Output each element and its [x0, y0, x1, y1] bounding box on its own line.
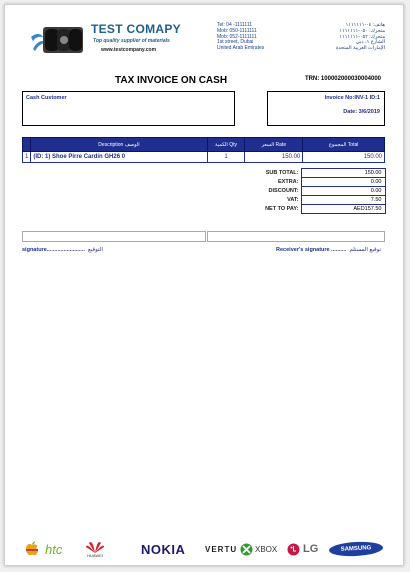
lg-logo-icon: [287, 538, 318, 560]
total-row: [253, 205, 385, 214]
signature-label-arabic: التوقيع: [87, 247, 103, 253]
contact-line: Mob: 052-1111111: [217, 33, 257, 40]
discount-value: 0.00: [301, 187, 385, 196]
header-qty: الكمية Qty: [207, 138, 245, 152]
contact-arabic: [336, 23, 385, 52]
invoice-header: [5, 19, 405, 63]
lg-logo-text: LG: [303, 543, 319, 555]
row-qty: 1: [207, 152, 245, 163]
contact-line: 1st street, Dubai: [217, 39, 254, 46]
samsung-logo-text: SAMSUNG: [329, 541, 384, 558]
invoice-date: Date: 3/6/2019: [343, 109, 380, 115]
total-row: [253, 196, 385, 205]
net-to-pay-value: AED157.50: [301, 205, 385, 214]
total-row: [253, 187, 385, 196]
samsung-logo-icon: [329, 538, 383, 560]
brand-logos-strip: [21, 538, 393, 560]
contact-line: متحرك: ٠٥٠-١١١١١١١: [339, 27, 385, 34]
company-tagline: Top quality supplier of materials: [93, 38, 170, 44]
signature-box-right: [207, 231, 385, 242]
nokia-logo-icon: NOKIA: [141, 541, 186, 557]
row-no: 1: [23, 152, 31, 163]
huawei-logo-icon: [85, 538, 105, 560]
table-row: [23, 152, 385, 163]
receiver-signature-line: [276, 247, 381, 253]
company-name: TEST COMAPY: [91, 22, 181, 36]
table-header-row: [23, 138, 385, 152]
contact-line: متحرك: ٠٥٢-١١١١١١١: [339, 33, 385, 40]
xbox-logo-text: XBOX: [255, 544, 278, 554]
receiver-signature-label: Receiver's signature ..........: [276, 247, 347, 253]
row-description: (ID: 1) Shoe Pirre Cardin GH26 0: [31, 152, 207, 163]
net-to-pay-label: NET TO PAY:: [265, 206, 299, 212]
contact-english: [217, 23, 264, 52]
contact-line: United Arab Emirates: [217, 45, 265, 52]
vat-value: 7.50: [301, 196, 385, 205]
invoice-number: Invoice No:INV-1 ID:1: [324, 95, 380, 101]
header-rate: السعر Rate: [245, 138, 303, 152]
totals-table: [253, 168, 386, 214]
extra-label: EXTRA:: [278, 179, 299, 185]
contact-line: Mob: 050-1111111: [217, 27, 257, 34]
extra-value: 0.00: [301, 178, 385, 187]
invoice-info-box: [267, 91, 385, 126]
contact-line: هاتف: ٠٤-١١١١١١١: [345, 22, 385, 28]
customer-name: Cash Customer: [26, 95, 67, 101]
discount-label: DISCOUNT:: [268, 188, 299, 194]
contact-line: الشارع ١، دبي: [355, 39, 385, 46]
items-table: [22, 137, 385, 163]
signature-label: signature.........................: [22, 247, 85, 253]
vertu-logo-icon: VERTU: [205, 544, 238, 554]
company-website: www.testcompany.com: [101, 47, 157, 53]
header-description: Description الوصف: [31, 138, 207, 152]
row-rate: 150.00: [245, 152, 303, 163]
apple-logo-icon: [25, 538, 39, 560]
total-row: [253, 169, 385, 178]
row-amount: 150.00: [303, 152, 385, 163]
document-title: TAX INVOICE ON CASH: [115, 75, 228, 86]
receiver-signature-label-arabic: توقيع المستلم: [349, 247, 381, 253]
total-row: [253, 178, 385, 187]
vat-label: VAT:: [287, 197, 299, 203]
subtotal-value: 150.00: [301, 169, 385, 178]
header-no: [23, 138, 31, 152]
header-total: المجموع Total: [303, 138, 385, 152]
invoice-page: [4, 4, 404, 566]
subtotal-label: SUB TOTAL:: [265, 170, 299, 176]
xbox-logo-icon: [240, 538, 277, 560]
trn-number: TRN: 100002000030004000: [304, 76, 381, 82]
signature-box-left: [22, 231, 206, 242]
htc-logo-icon: htc: [45, 541, 63, 557]
contact-line: Tel: 04 -1111111: [217, 22, 253, 28]
contact-line: الإمارات العربية المتحدة: [335, 45, 385, 52]
huawei-logo-text: HUAWEI: [87, 552, 103, 558]
tire-logo-icon: [29, 23, 93, 57]
customer-box: [22, 91, 235, 126]
signature-line: [22, 247, 103, 253]
